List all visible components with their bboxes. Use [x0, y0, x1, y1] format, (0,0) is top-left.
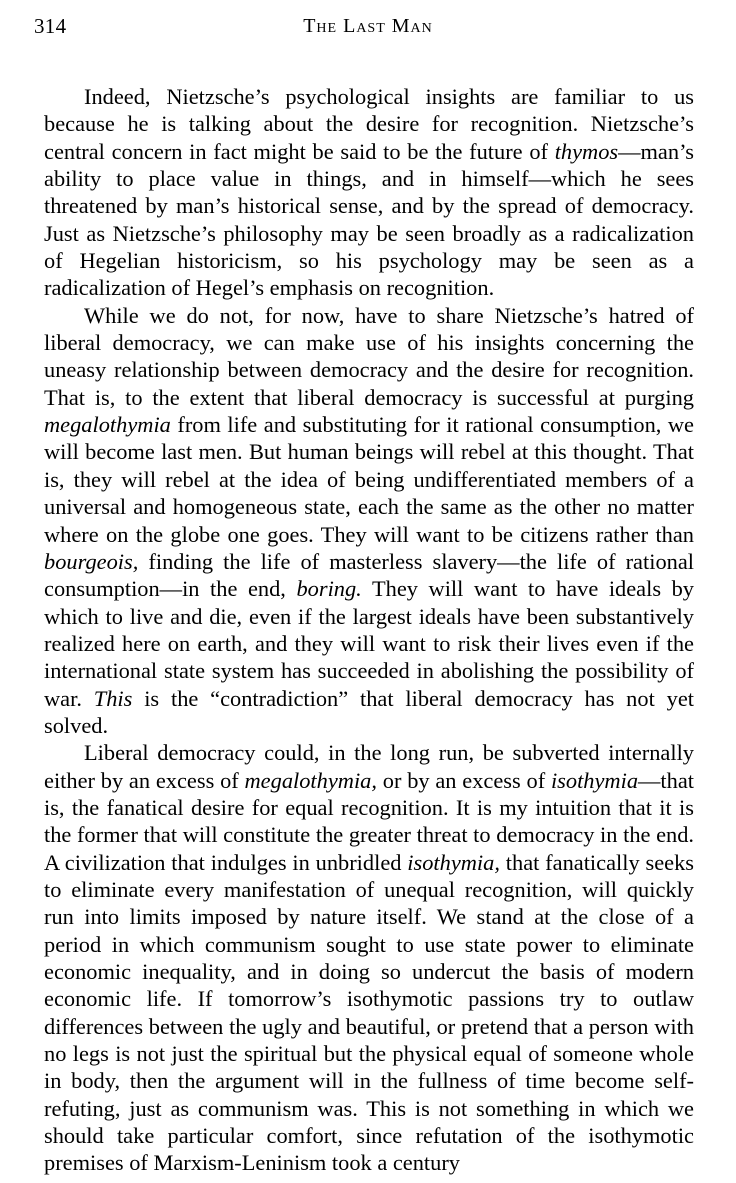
text-segment: Liberal democracy could, in the long run, be subverted internally either by an excess of	[44, 740, 694, 793]
page-number: 314	[34, 14, 67, 38]
italic-term: megalothymia,	[244, 767, 377, 793]
page-header	[0, 0, 736, 60]
text-segment: finding the life of masterless slavery—the life of rational consumption—in the end,	[44, 548, 694, 602]
italic-term: megalothymia	[44, 412, 171, 438]
text-segment: —that is, the fanatical desire for equal recognition. It is my intuition that it is the former that will constitute the greater threat to democracy in the end. A civilization that indulges in unbridled	[44, 767, 694, 875]
paragraph-2	[44, 302, 694, 740]
text-segment: Indeed, Nietzsche’s psychological insights are familiar to us because he is talking about the desire for recognition. Nietzsche’s central concern in fact might be said to be the future of	[44, 84, 694, 164]
paragraph-3	[44, 739, 694, 1177]
italic-term: isothymia,	[407, 849, 500, 875]
running-head: The Last Man	[303, 15, 433, 37]
italic-term: thymos	[554, 138, 619, 164]
text-segment: While we do not, for now, have to share Nietzsche’s hatred of liberal democracy, we can make use of his insights concerning the uneasy relationship between democracy and the desire for recognition. That is, to the extent that liberal democracy is successful at purging	[44, 302, 694, 410]
paragraph-1	[44, 83, 694, 302]
text-segment: They will want to have ideals by which to live and die, even if the largest ideals have been substantively realized here on earth, and they will want to risk their lives even if the international state system has succeeded in abolishing the possibility of war.	[44, 576, 694, 711]
body-text	[44, 83, 694, 1177]
text-segment: that fanatically seeks to eliminate every manifestation of unequal recognition, will quickly run into limits imposed by nature itself. We stand at the close of a period in which communism sought to use state power to eliminate economic inequality, and in doing so undercut the basis of modern economic life. If tomorrow’s isothymotic passions try to outlaw differences between the ugly and beautiful, or pretend that a person with no legs is not just the spiritual but the physical equal of someone whole in body, then the argument will in the fullness of time become self-refuting, just as communism was. This is not something in which we should take particular comfort, since refutation of the isothymotic premises of Marxism-Leninism took a century	[44, 849, 694, 1176]
text-segment: from life and substituting for it rational consumption, we will become last men. But human beings will rebel at this thought. That is, they will rebel at the idea of being undifferentiated members of a universal and homogeneous state, each the same as the other no matter where on the globe one goes. They will want to be citizens rather than	[44, 412, 694, 547]
italic-term: bourgeois,	[44, 548, 139, 574]
italic-term: boring.	[296, 576, 362, 602]
italic-term: This	[93, 685, 133, 711]
text-segment: —man’s ability to place value in things, and in himself—which he sees threatened by man’s historical sense, and by the spread of democracy. Just as Nietzsche’s philosophy may be seen broadly as a radicalization of Hegelian historicism, so his psychology may be seen as a radicalization of Hegel’s emphasis on recognition.	[44, 138, 694, 301]
italic-term: isothymia	[550, 767, 639, 793]
text-segment: or by an excess of	[376, 767, 551, 793]
text-segment: is the “contradiction” that liberal democracy has not yet solved.	[44, 685, 694, 738]
